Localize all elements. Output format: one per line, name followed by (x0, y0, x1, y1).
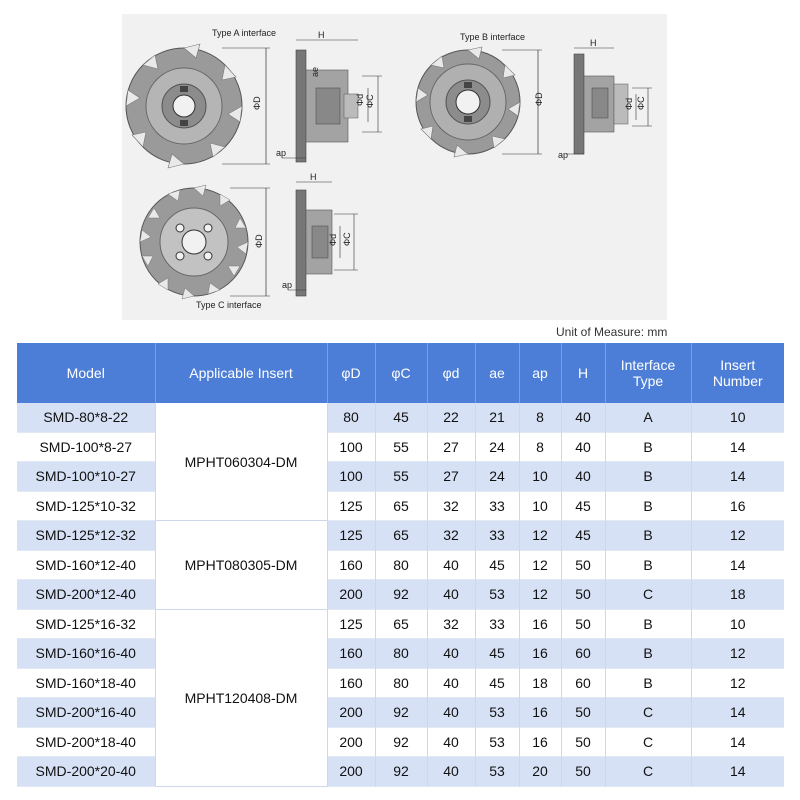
model-cell: SMD-100*8-27 (17, 432, 155, 462)
insert-number-cell: 16 (691, 491, 784, 521)
h-cell: 40 (561, 403, 605, 432)
ae-cell: 53 (475, 698, 519, 728)
ae-cell: 53 (475, 757, 519, 787)
interface-cell: B (605, 491, 691, 521)
type-c-ap-label: ap (282, 280, 293, 290)
phiC-cell: 80 (375, 668, 427, 698)
insert-number-cell: 10 (691, 403, 784, 432)
cutter-drawings (122, 14, 667, 320)
interface-cell: B (605, 521, 691, 551)
table-row (17, 609, 784, 639)
applicable-insert-cell: MPHT080305-DM (155, 521, 327, 610)
table-row (17, 639, 784, 669)
ae-cell: 21 (475, 403, 519, 432)
type-b-h-label: H (590, 38, 597, 48)
insert-number-cell: 12 (691, 521, 784, 551)
phid-cell: 40 (427, 727, 475, 757)
table-row (17, 757, 784, 787)
phiC-cell: 92 (375, 698, 427, 728)
phiC-cell: 92 (375, 727, 427, 757)
phiC-cell: 55 (375, 432, 427, 462)
header-phi-d-bore: φd (427, 343, 475, 403)
h-cell: 45 (561, 521, 605, 551)
phid-cell: 27 (427, 462, 475, 492)
interface-cell: B (605, 462, 691, 492)
type-b-front-view-icon (416, 47, 520, 157)
ap-cell: 18 (519, 668, 561, 698)
insert-number-cell: 14 (691, 757, 784, 787)
phiD-cell: 200 (327, 580, 375, 610)
phid-cell: 40 (427, 757, 475, 787)
interface-cell: B (605, 639, 691, 669)
type-c-front-view-icon (140, 185, 248, 299)
type-a-phi-d-label: ΦD (252, 96, 262, 110)
type-a-phi-small-d-label: Φd (355, 93, 365, 106)
h-cell: 50 (561, 609, 605, 639)
interface-cell: C (605, 727, 691, 757)
header-ae: ae (475, 343, 519, 403)
type-c-side-view-icon (296, 190, 332, 296)
header-interface-type: Interface Type (605, 343, 691, 403)
ap-cell: 8 (519, 403, 561, 432)
phiC-cell: 65 (375, 609, 427, 639)
table-row (17, 698, 784, 728)
type-c-caption: Type C interface (196, 300, 262, 310)
phiD-cell: 200 (327, 698, 375, 728)
table-body (17, 403, 784, 786)
phid-cell: 40 (427, 550, 475, 580)
phiC-cell: 55 (375, 462, 427, 492)
ap-cell: 16 (519, 727, 561, 757)
phid-cell: 32 (427, 491, 475, 521)
model-cell: SMD-125*10-32 (17, 491, 155, 521)
h-cell: 45 (561, 491, 605, 521)
model-cell: SMD-80*8-22 (17, 403, 155, 432)
insert-number-cell: 14 (691, 550, 784, 580)
model-cell: SMD-160*12-40 (17, 550, 155, 580)
model-cell: SMD-160*18-40 (17, 668, 155, 698)
h-cell: 40 (561, 432, 605, 462)
ap-cell: 12 (519, 550, 561, 580)
interface-cell: A (605, 403, 691, 432)
header-h: H (561, 343, 605, 403)
interface-cell: B (605, 550, 691, 580)
phiD-cell: 100 (327, 432, 375, 462)
ap-cell: 10 (519, 491, 561, 521)
ae-cell: 53 (475, 727, 519, 757)
ap-cell: 12 (519, 521, 561, 551)
phid-cell: 40 (427, 698, 475, 728)
h-cell: 50 (561, 698, 605, 728)
h-cell: 50 (561, 727, 605, 757)
insert-number-cell: 18 (691, 580, 784, 610)
ae-cell: 24 (475, 462, 519, 492)
h-cell: 60 (561, 639, 605, 669)
insert-number-cell: 12 (691, 668, 784, 698)
ae-cell: 53 (475, 580, 519, 610)
table-row (17, 521, 784, 551)
phiD-cell: 125 (327, 491, 375, 521)
phid-cell: 27 (427, 432, 475, 462)
interface-cell: C (605, 580, 691, 610)
ap-cell: 12 (519, 580, 561, 610)
ae-cell: 33 (475, 491, 519, 521)
interface-cell: B (605, 432, 691, 462)
cutter-drawing-panel (122, 14, 667, 320)
type-c-h-label: H (310, 172, 317, 182)
table-header-row (17, 343, 784, 403)
type-b-ap-label: ap (558, 150, 569, 160)
type-b-phi-c-label: ΦC (636, 96, 646, 110)
phiD-cell: 200 (327, 727, 375, 757)
h-cell: 50 (561, 757, 605, 787)
phiC-cell: 80 (375, 639, 427, 669)
phiC-cell: 65 (375, 521, 427, 551)
phiC-cell: 92 (375, 580, 427, 610)
ap-cell: 8 (519, 432, 561, 462)
header-phi-c: φC (375, 343, 427, 403)
type-b-caption: Type B interface (460, 32, 526, 42)
interface-cell: C (605, 698, 691, 728)
phiD-cell: 160 (327, 639, 375, 669)
type-a-phi-c-label: ΦC (365, 94, 375, 108)
interface-cell: C (605, 757, 691, 787)
phid-cell: 32 (427, 521, 475, 551)
model-cell: SMD-200*18-40 (17, 727, 155, 757)
table-row (17, 462, 784, 492)
phiC-cell: 92 (375, 757, 427, 787)
insert-number-cell: 14 (691, 432, 784, 462)
type-a-ap-label: ap (276, 148, 287, 158)
table-row (17, 668, 784, 698)
phiD-cell: 200 (327, 757, 375, 787)
phiD-cell: 80 (327, 403, 375, 432)
insert-number-cell: 10 (691, 609, 784, 639)
insert-number-cell: 12 (691, 639, 784, 669)
ae-cell: 33 (475, 609, 519, 639)
type-a-side-view-icon (296, 50, 358, 162)
h-cell: 50 (561, 550, 605, 580)
phid-cell: 40 (427, 580, 475, 610)
header-phi-d-outer: φD (327, 343, 375, 403)
insert-number-cell: 14 (691, 698, 784, 728)
phiD-cell: 125 (327, 521, 375, 551)
ae-cell: 45 (475, 550, 519, 580)
table-row (17, 550, 784, 580)
type-b-phi-small-d-label: Φd (624, 97, 634, 110)
phid-cell: 40 (427, 668, 475, 698)
table-row (17, 491, 784, 521)
header-model: Model (17, 343, 155, 403)
insert-number-cell: 14 (691, 462, 784, 492)
ap-cell: 16 (519, 698, 561, 728)
header-applicable-insert: Applicable Insert (155, 343, 327, 403)
phiD-cell: 160 (327, 668, 375, 698)
phid-cell: 40 (427, 639, 475, 669)
h-cell: 50 (561, 580, 605, 610)
phiD-cell: 160 (327, 550, 375, 580)
unit-of-measure-note: Unit of Measure: mm (556, 325, 668, 339)
model-cell: SMD-200*16-40 (17, 698, 155, 728)
type-b-side-view-icon (574, 54, 628, 154)
phiD-cell: 125 (327, 609, 375, 639)
table-row (17, 580, 784, 610)
model-cell: SMD-100*10-27 (17, 462, 155, 492)
type-a-ae-label: ae (310, 66, 320, 77)
phiD-cell: 100 (327, 462, 375, 492)
type-a-caption: Type A interface (212, 28, 277, 38)
phid-cell: 22 (427, 403, 475, 432)
ae-cell: 24 (475, 432, 519, 462)
applicable-insert-cell: MPHT120408-DM (155, 609, 327, 786)
ae-cell: 33 (475, 521, 519, 551)
table-row (17, 403, 784, 432)
ae-cell: 45 (475, 639, 519, 669)
type-c-phi-c-label: ΦC (342, 232, 352, 246)
type-a-front-view-icon (126, 44, 242, 168)
header-insert-number: Insert Number (691, 343, 784, 403)
model-cell: SMD-125*16-32 (17, 609, 155, 639)
model-cell: SMD-160*16-40 (17, 639, 155, 669)
type-a-h-label: H (318, 30, 325, 40)
ap-cell: 16 (519, 639, 561, 669)
phiC-cell: 65 (375, 491, 427, 521)
ae-cell: 45 (475, 668, 519, 698)
cutter-spec-table (17, 343, 784, 787)
type-b-phi-d-label: ΦD (534, 92, 544, 106)
phid-cell: 32 (427, 609, 475, 639)
table-row (17, 727, 784, 757)
model-cell: SMD-125*12-32 (17, 521, 155, 551)
table-row (17, 432, 784, 462)
model-cell: SMD-200*20-40 (17, 757, 155, 787)
h-cell: 40 (561, 462, 605, 492)
header-ap: ap (519, 343, 561, 403)
applicable-insert-cell: MPHT060304-DM (155, 403, 327, 521)
insert-number-cell: 14 (691, 727, 784, 757)
phiC-cell: 80 (375, 550, 427, 580)
ap-cell: 10 (519, 462, 561, 492)
phiC-cell: 45 (375, 403, 427, 432)
type-c-phi-small-d-label: Φd (328, 233, 338, 246)
type-c-phi-d-label: ΦD (254, 234, 264, 248)
model-cell: SMD-200*12-40 (17, 580, 155, 610)
ap-cell: 20 (519, 757, 561, 787)
interface-cell: B (605, 668, 691, 698)
h-cell: 60 (561, 668, 605, 698)
interface-cell: B (605, 609, 691, 639)
ap-cell: 16 (519, 609, 561, 639)
